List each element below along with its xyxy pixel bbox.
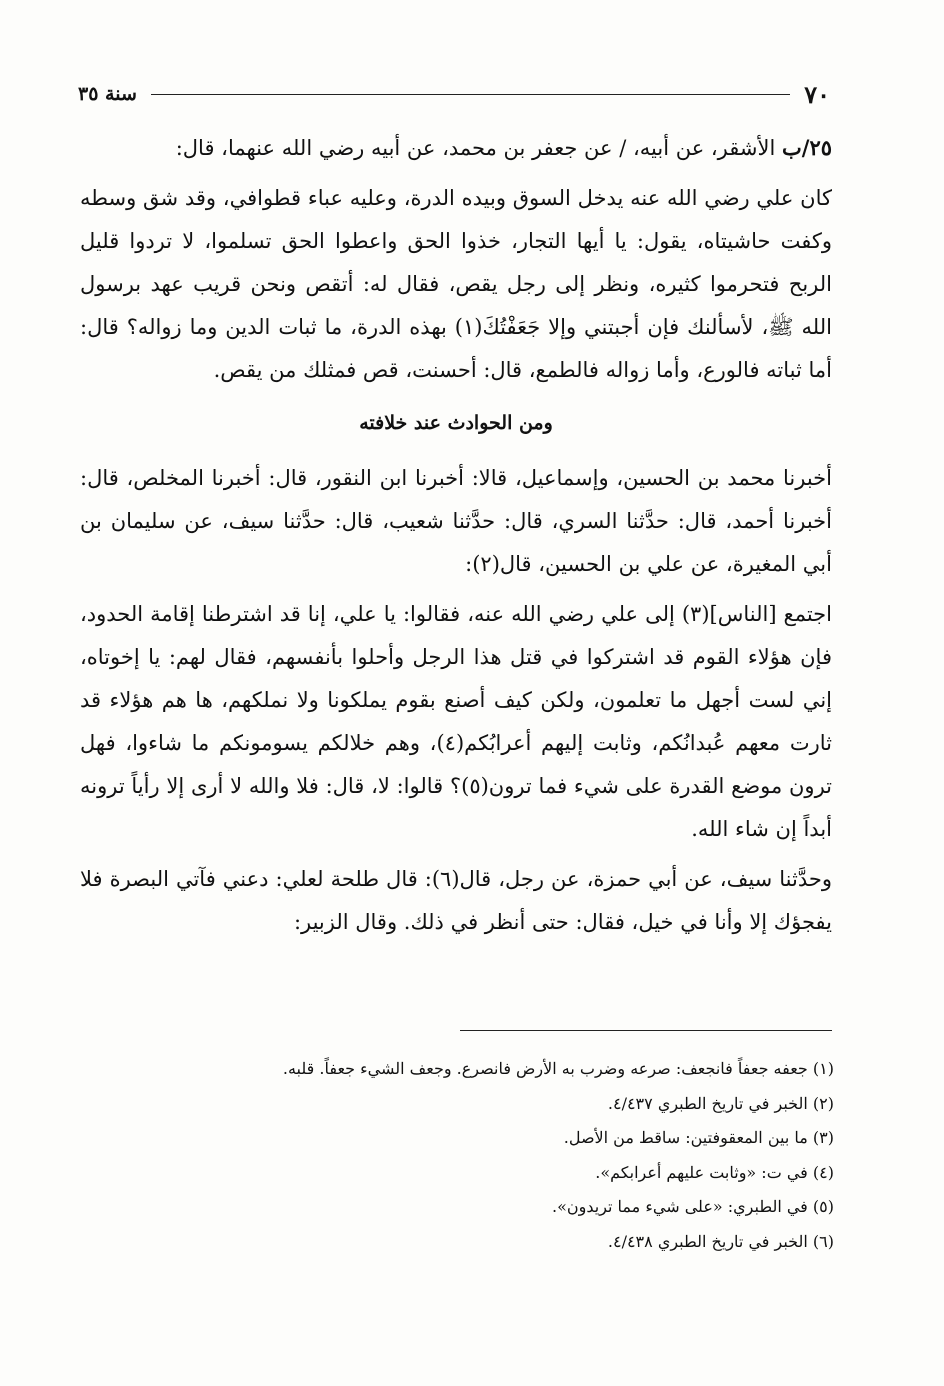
paragraph-2: أخبرنا محمد بن الحسين، وإسماعيل، قالا: أخبرنا ابن النقور، قال: أخبرنا المخلص، قال: أخبرنا أحمد، قال: حدَّثنا السري، قال: حدَّثنا شعيب، قال: حدَّثنا سيف، عن سليمان بن أبي المغيرة، عن علي بن الحسين، قال(٢):	[80, 466, 832, 576]
continuation-text: الأشقر، عن أبيه، / عن جعفر بن محمد، عن أبيه رضي الله عنهما، قال:	[175, 136, 782, 160]
running-header	[78, 76, 830, 112]
footnote-6: (٦) الخبر في تاريخ الطبري ٤/٤٣٨.	[607, 1231, 834, 1251]
manuscript-folio-marker: ٢٥/ب	[781, 135, 832, 160]
footnote-separator	[460, 1030, 832, 1031]
footnote-5: (٥) في الطبري: «على شيء مما تريدون».	[551, 1197, 834, 1216]
main-text	[80, 126, 832, 944]
section-heading: ومن الحوادث عند خلافته	[359, 412, 553, 434]
paragraph-4: وحدَّثنا سيف، عن أبي حمزة، عن رجل، قال(٦): قال طلحة لعلي: دعني فآتي البصرة فلا يفجؤك إلا وأنا في خيل، فقال: حتى أنظر في ذلك. وقال الزبير:	[80, 867, 832, 934]
footnote-3: (٣) ما بين المعقوفتين: ساقط من الأصل.	[563, 1128, 834, 1147]
page-number: ٧٠	[804, 79, 830, 109]
footnote-4: (٤) في ت: «وثابت عليهم أعرابكم».	[595, 1162, 834, 1182]
header-rule	[151, 94, 790, 95]
footnote-2: (٢) الخبر في تاريخ الطبري ٤/٤٣٧.	[607, 1093, 834, 1113]
paragraph-1: كان علي رضي الله عنه يدخل السوق وبيده الدرة، وعليه عباء قطوافي، وقد شق وسطه وكفت حاشيتاه، يقول: يا أيها التجار، خذوا الحق واعطوا الحق تسلموا، لا تردوا قليل الربح فتحرموا كثيره، ونظر إلى رجل يقص، فقال له: أتقص ونحن قريب عهد برسول الله ﷺ، لأسألنك فإن أجبتني وإلا جَعَفْتُكَ(١) بهذه الدرة، ما ثبات الدين وما زواله؟ قال: أما ثباته فالورع، وأما زواله فالطمع، قال: أحسنت، قص فمثلك من يقص.	[80, 186, 832, 382]
footnote-1: (١) جعفه جعفاً فانجعف: صرعه وضرب به الأرض فانصرع. وجعف الشيء جعفاً. قلبه.	[282, 1059, 834, 1078]
continuation-line	[80, 126, 832, 170]
footnotes	[194, 1052, 834, 1259]
paragraph-3: اجتمع [الناس](٣) إلى علي رضي الله عنه، فقالوا: يا علي، إنا قد اشترطنا إقامة الحدود، فإن هؤلاء القوم قد اشتركوا في قتل هذا الرجل وأحلوا بأنفسهم، فقال لهم: يا إخوتاه، إني لست أجهل ما تعلمون، ولكن كيف أصنع بقوم يملكونا ولا نملكهم، ها هم هؤلاء قد ثارت معهم عُبدانُكم، وثابت إليهم أعرابُكم(٤)، وهم خلالكم يسومونكم ما شاءوا، فهل ترون موضع القدرة على شيء فما ترون(٥)؟ قالوا: لا، قال: فلا والله لا أرى إلا رأياً ترونه أبداً إن شاء الله.	[80, 602, 833, 841]
header-year: سنة ٣٥	[78, 83, 137, 105]
